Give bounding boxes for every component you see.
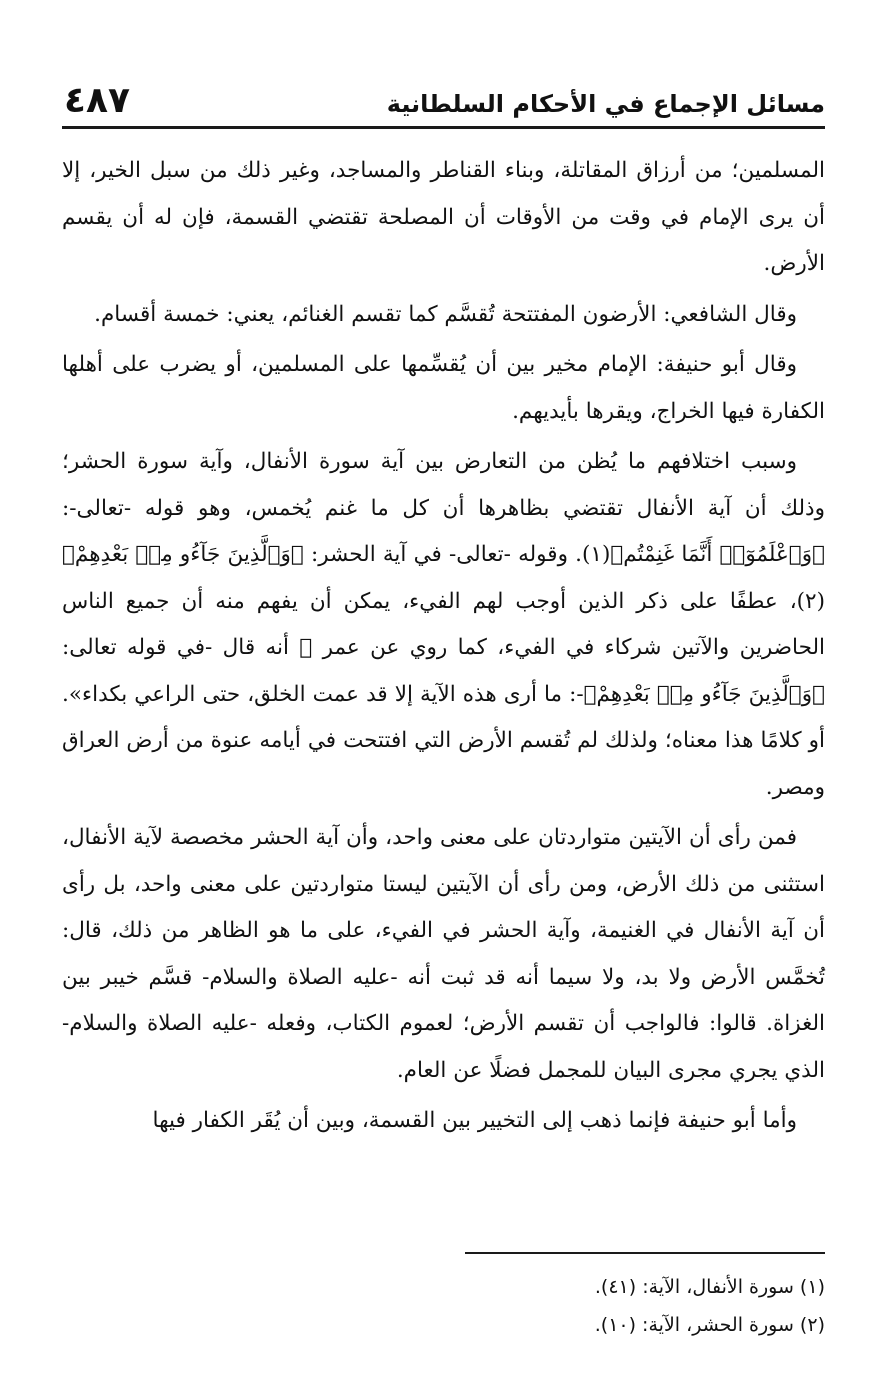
footnote-1: (١) سورة الأنفال، الآية: (٤١). <box>594 1276 825 1298</box>
paragraph-2: وقال الشافعي: الأرضون المفتتحة تُقسَّم كما تقسم الغنائم، يعني: خمسة أقسام. <box>94 301 797 327</box>
footnote-divider <box>465 1252 825 1254</box>
body-text <box>62 148 825 1149</box>
paragraph-3: وقال أبو حنيفة: الإمام مخير بين أن يُقسِّمها على المسلمين، أو يضرب على أهلها الكفارة فيها الخراج، ويقرها بأيديهم. <box>62 352 825 424</box>
paragraph-1: المسلمين؛ من أرزاق المقاتلة، وبناء القناطر والمساجد، وغير ذلك من سبل الخير، إلا أن يرى الإمام في وقت من الأوقات أن المصلحة تقتضي القسمة، فإن له أن يقسم الأرض. <box>62 158 825 276</box>
page-number: ٤٨٧ <box>64 80 130 121</box>
running-title: مسائل الإجماع في الأحكام السلطانية <box>386 90 825 118</box>
paragraph-5: فمن رأى أن الآيتين متواردتان على معنى واحد، وأن آية الحشر مخصصة لآية الأنفال، استثنى من ذلك الأرض، ومن رأى أن الآيتين ليستا متواردتين على معنى واحد، بل رأى أن آية الأنفال في الغنيمة، وآية الحشر في الفيء، على ما هو الظاهر من ذلك، قال: تُخمَّس الأرض ولا بد، ولا سيما أنه قد ثبت أنه -عليه الصلاة والسلام- قسَّم خيبر بين الغزاة. قالوا: فالواجب أن تقسم الأرض؛ لعموم الكتاب، وفعله -عليه الصلاة والسلام- الذي يجري مجرى البيان للمجمل فضلًا عن العام. <box>62 825 825 1083</box>
footnotes <box>62 1268 825 1344</box>
footnote-2: (٢) سورة الحشر، الآية: (١٠). <box>594 1314 825 1336</box>
paragraph-6: وأما أبو حنيفة فإنما ذهب إلى التخيير بين القسمة، وبين أن يُقَر الكفار فيها <box>152 1108 797 1133</box>
paragraph-4: وسبب اختلافهم ما يُظن من التعارض بين آية سورة الأنفال، وآية سورة الحشر؛ وذلك أن آية الأنفال تقتضي بظاهرها أن كل ما غنم يُخمس، وهو قوله -تعالى-: ﴿وَٱعْلَمُوٓا۟ أَنَّمَا غَنِمْتُم﴾(١). وقوله -تعالى- في آية الحشر: ﴿وَٱلَّذِينَ جَآءُو مِنۢ بَعْدِهِمْ﴾(٢)، عطفًا على ذكر الذين أوجب لهم الفيء، يمكن أن يفهم منه أن جميع الناس الحاضرين والآتين شركاء في الفيء، كما روي عن عمر ﷺ أنه قال -في قوله تعالى: ﴿وَٱلَّذِينَ جَآءُو مِنۢ بَعْدِهِمْ﴾-: ما أرى هذه الآية إلا قد عمت الخلق، حتى الراعي بكداء». أو كلامًا هذا معناه؛ ولذلك لم تُقسم الأرض التي افتتحت في أيامه عنوة من أرض العراق ومصر. <box>62 449 825 800</box>
page-header <box>62 68 825 129</box>
